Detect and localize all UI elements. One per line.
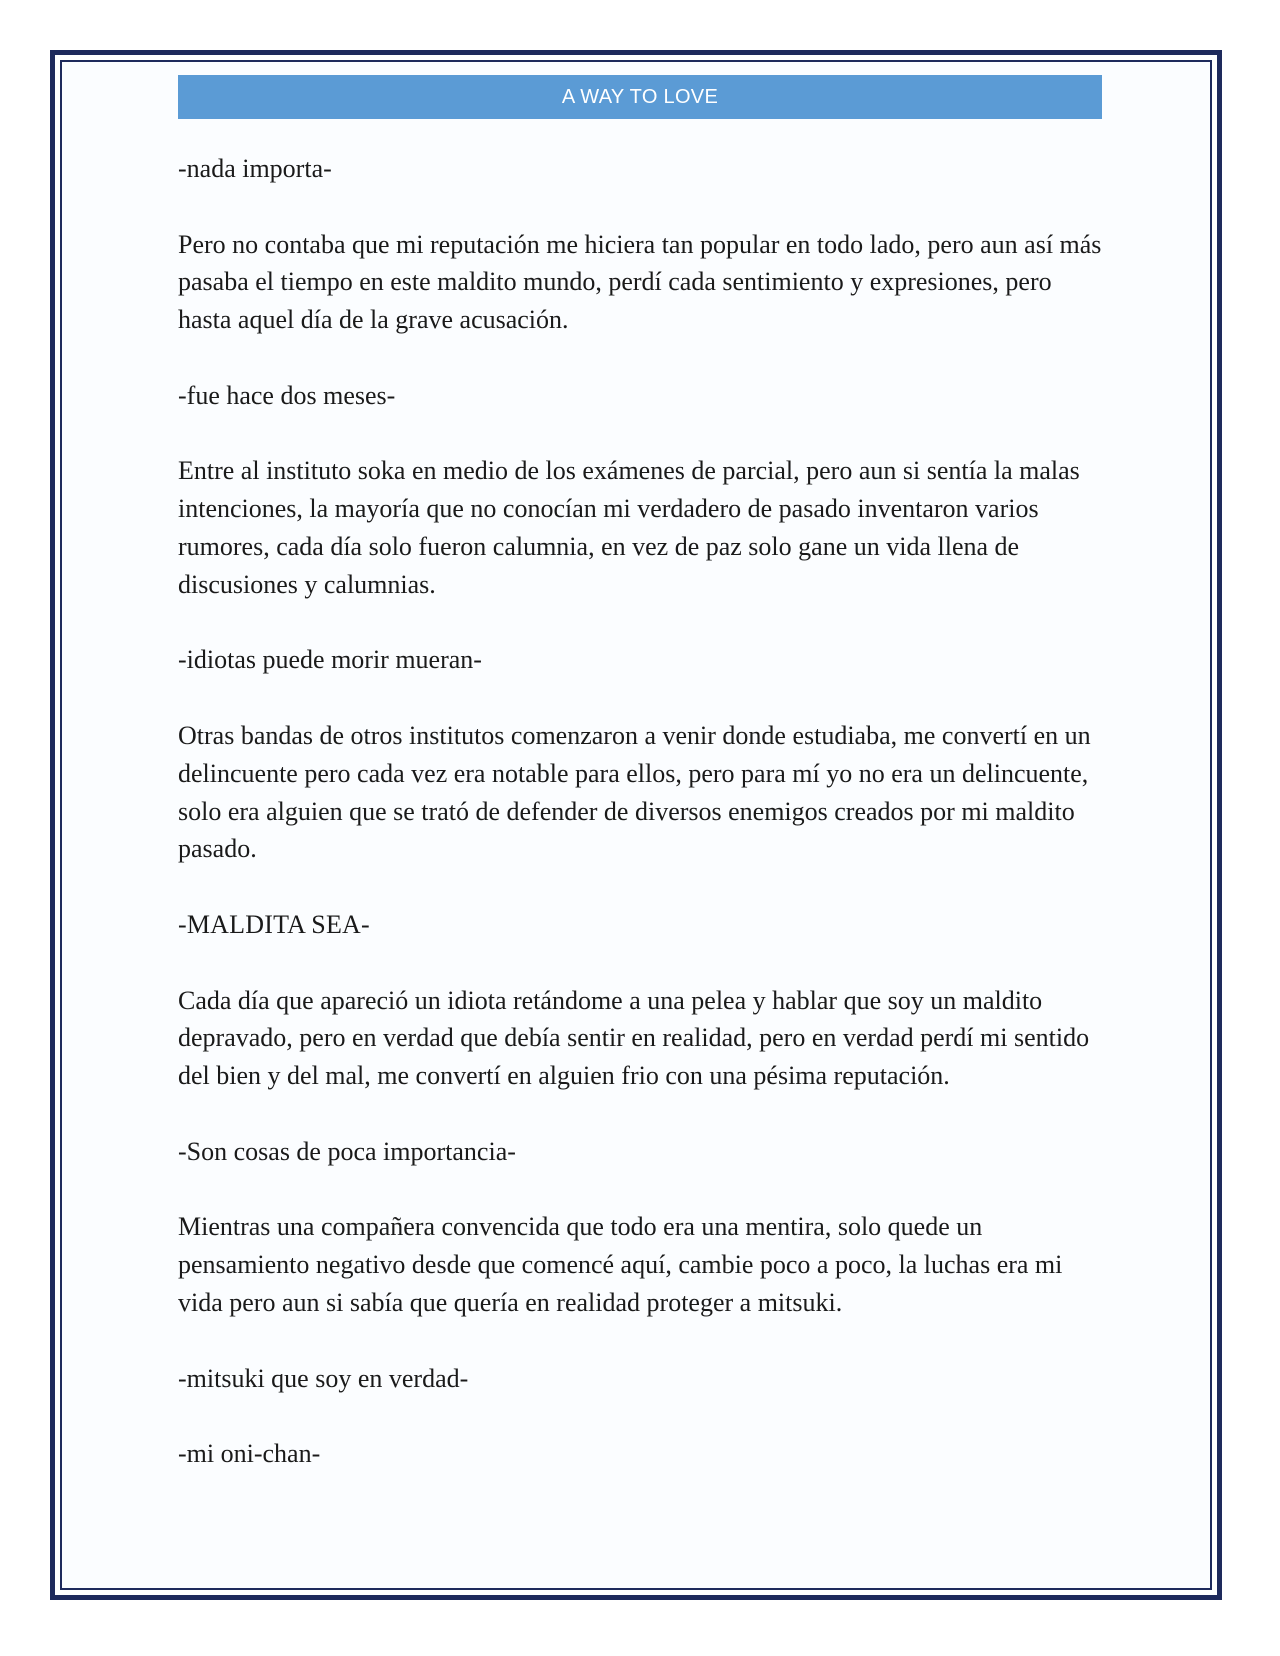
dialogue-line: -idiotas puede morir mueran-	[178, 645, 482, 675]
dialogue-line: -MALDITA SEA-	[178, 909, 370, 939]
paragraph: Otras bandas de otros institutos comenzaron a venir donde estudiaba, me convertí en un delincuente pero cada vez era notable para ellos, pero para mí yo no era un delincuente, solo era alguien que se trató de defender de diversos enemigos creados por mi maldito pasado.	[178, 720, 1091, 864]
document-body	[178, 150, 1108, 1511]
paragraph: Pero no contaba que mi reputación me hiciera tan popular en todo lado, pero aun así más pasaba el tiempo en este maldito mundo, perdí cada sentimiento y expresiones, pero hasta aquel día de la grave acusación.	[178, 229, 1102, 335]
page-header: A WAY TO LOVE	[178, 75, 1102, 119]
dialogue-line: -fue hace dos meses-	[178, 380, 396, 410]
dialogue-line: -Son cosas de poca importancia-	[178, 1136, 516, 1166]
dialogue-line: -mitsuki que soy en verdad-	[178, 1363, 469, 1393]
paragraph: Cada día que apareció un idiota retándome a una pelea y hablar que soy un maldito depravado, pero en verdad que debía sentir en realidad, pero en verdad perdí mi sentido del bien y del mal, me convertí en alguien frio con una pésima reputación.	[178, 985, 1090, 1091]
paragraph: Entre al instituto soka en medio de los exámenes de parcial, pero aun si sentía la malas intenciones, la mayoría que no conocían mi verdadero de pasado inventaron varios rumores, cada día solo fueron calumnia, en vez de paz solo gane un vida llena de discusiones y calumnias.	[178, 456, 1080, 599]
dialogue-line: -nada importa-	[178, 154, 332, 183]
paragraph: Mientras una compañera convencida que todo era una mentira, solo quede un pensamiento negativo desde que comencé aquí, cambie poco a poco, la luchas era mi vida pero aun si sabía que quería en realidad proteger a mitsuki.	[178, 1212, 1063, 1317]
dialogue-line: -mi oni-chan-	[178, 1439, 321, 1469]
